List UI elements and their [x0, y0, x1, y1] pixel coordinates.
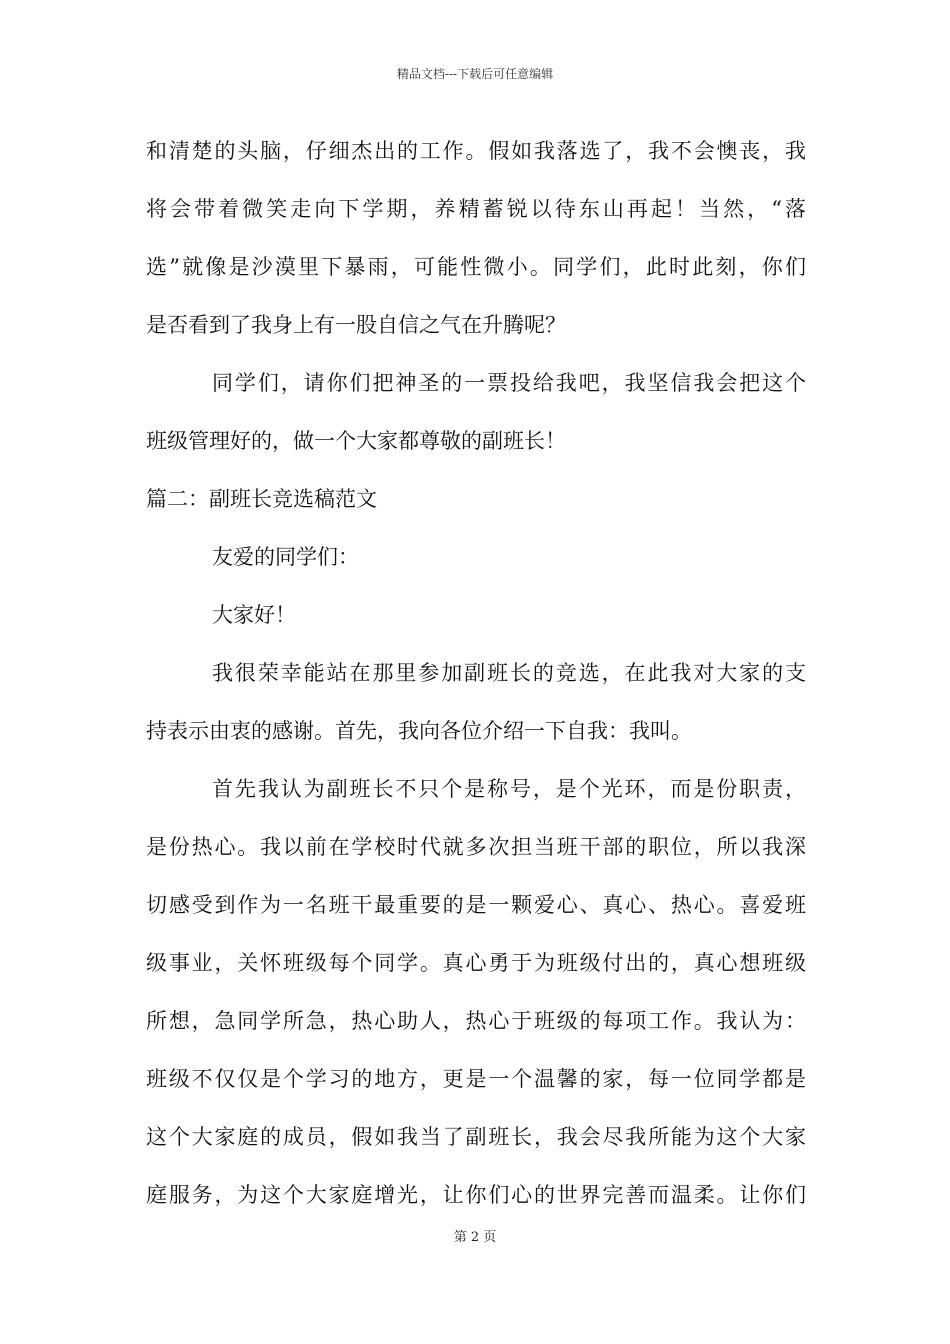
page-number: 第 2 页 [453, 1230, 497, 1245]
greeting: 大家好！ [212, 603, 296, 627]
text-line: 我很荣幸能站在那里参加副班长的竞选，在此我对大家的支 [212, 661, 806, 685]
text-line: 选”就像是沙漠里下暴雨，可能性微小。同学们，此时此刻，你们 [146, 255, 806, 279]
text-line: 班级不仅仅是个学习的地方，更是一个温馨的家，每一位同学都是 [146, 1067, 806, 1091]
text-line: 这个大家庭的成员，假如我当了副班长，我会尽我所能为这个大家 [146, 1125, 806, 1149]
text-line: 班级管理好的，做一个大家都尊敬的副班长！ [146, 429, 566, 453]
text-line: 庭服务，为这个大家庭增光，让你们心的世界完善而温柔。让你们 [146, 1183, 806, 1207]
text-line: 是份热心。我以前在学校时代就多次担当班干部的职位，所以我深 [146, 835, 806, 859]
text-line: 将会带着微笑走向下学期，养精蓄锐以待东山再起！当然，“落 [146, 197, 806, 221]
text-line: 级事业，关怀班级每个同学。真心勇于为班级付出的，真心想班级 [146, 951, 806, 975]
text-line: 同学们，请你们把神圣的一票投给我吧，我坚信我会把这个 [212, 371, 806, 395]
salutation: 友爱的同学们： [212, 545, 359, 569]
page-header: 精品文档---下载后可任意编辑 [396, 67, 554, 81]
text-line: 首先我认为副班长不只个是称号，是个光环，而是份职责， [212, 777, 806, 801]
text-line: 所想，急同学所急，热心助人，热心于班级的每项工作。我认为： [146, 1009, 806, 1033]
document-body [146, 122, 806, 1224]
text-line: 切感受到作为一名班干最重要的是一颗爱心、真心、热心。喜爱班 [146, 893, 806, 917]
text-line: 是否看到了我身上有一股自信之气在升腾呢？ [146, 313, 566, 337]
section-heading: 篇二：副班长竞选稿范文 [146, 487, 377, 511]
text-line: 和清楚的头脑，仔细杰出的工作。假如我落选了，我不会懊丧，我 [146, 139, 806, 163]
text-line: 持表示由衷的感谢。首先，我向各位介绍一下自我：我叫。 [146, 719, 692, 743]
